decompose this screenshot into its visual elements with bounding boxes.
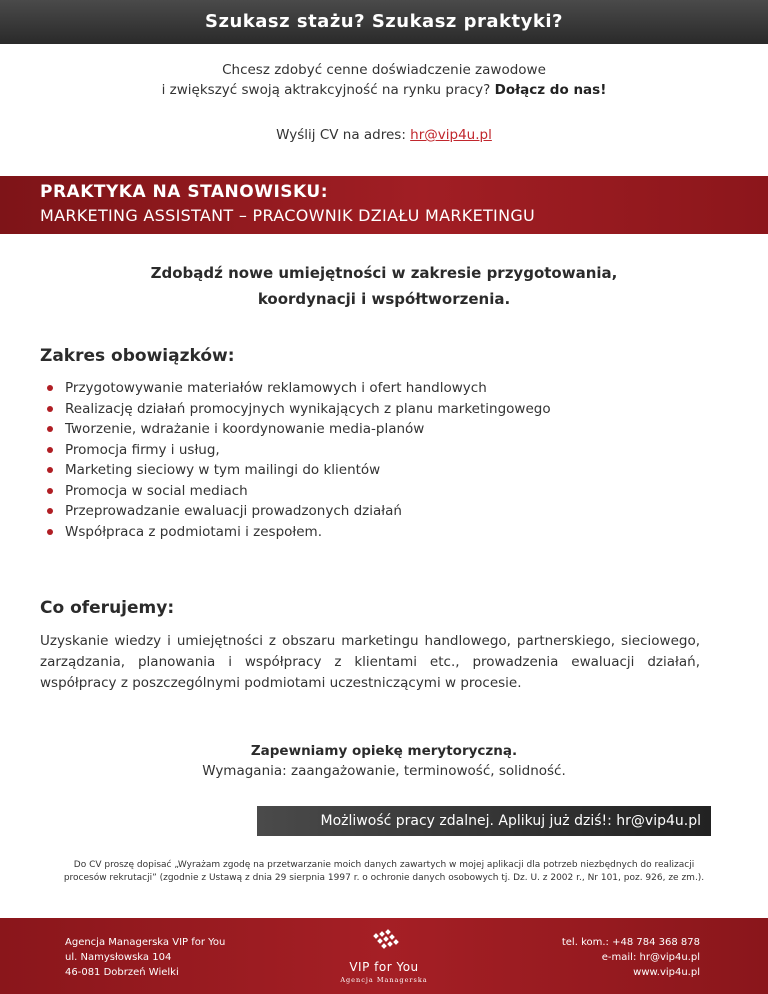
footer-contact [562,935,700,980]
duties-title: Zakres obowiązków: [40,346,235,366]
list-item: Marketing sieciowy w tym mailingi do klientów [45,460,551,481]
intro-cta: Dołącz do nas! [494,82,607,98]
legal-note: Do CV proszę dopisać „Wyrażam zgodę na przetwarzanie moich danych zawartych w mojej aplikacji dla potrzeb niezbędnych do realizacji procesów rekrutacji” (zgodnie z Ustawą z dnia 29 sierpnia 1997 r. o ochronie danych osobowych tj. Dz. U. z 2002 r., Nr 101, poz. 926, ze zm.). [63,860,705,883]
care-line-2: Wymagania: zaangażowanie, terminowość, solidność. [202,763,566,779]
bullet-icon [47,406,53,412]
remote-work-bar [257,806,711,836]
top-banner [0,0,768,44]
intro-line-1: Chcesz zdobyć cenne doświadczenie zawodowe [222,62,546,78]
bullet-icon [47,467,53,473]
headline-line-2: koordynacji i współtworzenia. [257,290,511,308]
contact-www[interactable]: www.vip4u.pl [633,967,700,978]
company-logo [334,928,434,988]
duties-list [45,378,551,542]
footer-address [65,935,225,980]
position-banner [0,176,768,234]
logo-name: VIP for You [349,960,419,974]
contact-phone: tel. kom.: +48 784 368 878 [561,937,700,948]
offer-title: Co oferujemy: [40,598,175,618]
company-name: Agencja Managerska VIP for You [65,937,226,948]
list-item: Realizację działań promocyjnych wynikających z planu marketingowego [45,399,551,420]
offer-text: Uzyskanie wiedzy i umiejętności z obszaru marketingu handlowego, partnerskiego, sieciowego, zarządzania, planowania i współpracy z klientami etc., prowadzenia ewaluacji działań, współpracy z poszczególnymi podmiotami uczestniczącymi w procesie. [40,633,700,691]
care-block [0,741,768,781]
list-item: Promocja w social mediach [45,481,551,502]
remote-text: Możliwość pracy zdalnej. Aplikuj już dziś!: hr@vip4u.pl [320,813,701,829]
list-item: Współpraca z podmiotami i zespołem. [45,522,551,543]
cv-label: Wyślij CV na adres: [276,127,406,143]
bullet-icon [47,529,53,535]
bullet-icon [47,508,53,514]
headline [0,260,768,312]
intro-line-2: i zwiększyć swoją aktrakcyjność na rynku pracy? [161,82,491,98]
position-title: MARKETING ASSISTANT – PRACOWNIK DZIAŁU MARKETINGU [40,206,536,225]
care-line-1: Zapewniamy opiekę merytoryczną. [250,743,518,759]
banner-title: Szukasz stażu? Szukasz praktyki? [205,11,563,32]
bullet-icon [47,447,53,453]
contact-email[interactable]: e-mail: hr@vip4u.pl [601,952,700,963]
logo-subtitle: Agencja Managerska [340,976,428,984]
logo-icon [334,928,434,960]
intro-text [0,60,768,100]
list-item: Tworzenie, wdrażanie i koordynowanie media-planów [45,419,551,440]
bullet-icon [47,385,53,391]
company-city: 46-081 Dobrzeń Wielki [65,967,179,978]
footer [0,918,768,994]
bullet-icon [47,426,53,432]
cv-address-line [0,127,768,143]
list-item: Przeprowadzanie ewaluacji prowadzonych działań [45,501,551,522]
list-item: Promocja firmy i usług, [45,440,551,461]
cv-email-link[interactable]: hr@vip4u.pl [410,127,492,143]
bullet-icon [47,488,53,494]
position-label: PRAKTYKA NA STANOWISKU: [40,182,328,202]
list-item: Przygotowywanie materiałów reklamowych i ofert handlowych [45,378,551,399]
company-street: ul. Namysłowska 104 [65,952,172,963]
headline-line-1: Zdobądź nowe umiejętności w zakresie przygotowania, [150,264,618,282]
